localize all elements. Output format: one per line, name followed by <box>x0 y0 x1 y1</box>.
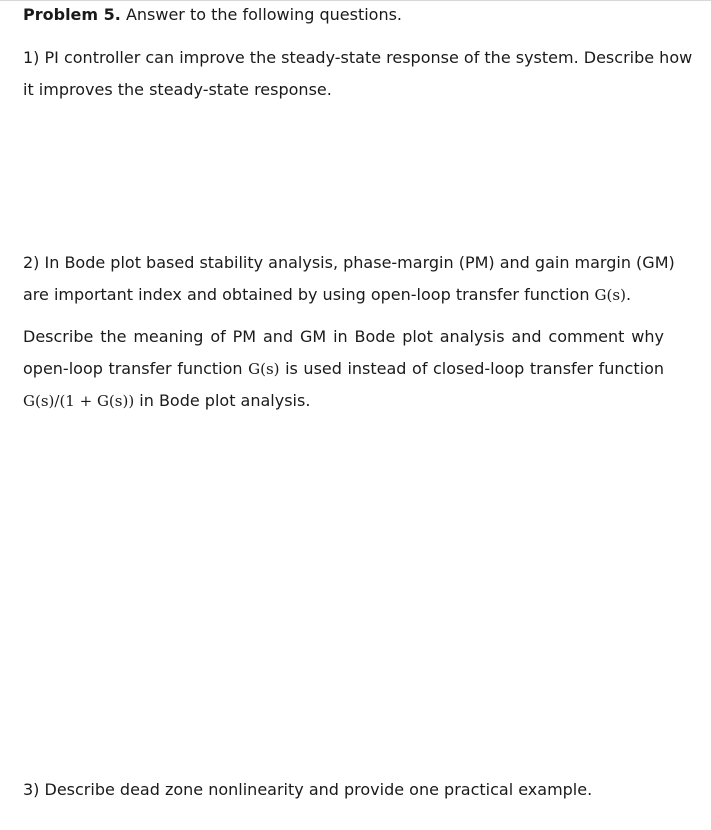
problem-label: Problem 5. <box>23 5 121 24</box>
q2-line-2-text: are important index and obtained by using open-loop transfer function <box>23 285 595 304</box>
q2-line-4-end: is used instead of closed-loop transfer function <box>279 359 664 378</box>
q2-line-4-math: G(s) <box>248 360 280 378</box>
q2-line-1: 2) In Bode plot based stability analysis, phase-margin (PM) and gain margin (GM) <box>23 253 675 272</box>
q1-line-2: it improves the steady-state response. <box>23 80 332 99</box>
q2-line-5 <box>23 391 310 411</box>
top-rule <box>0 0 711 1</box>
q2-line-4-text: open-loop transfer function <box>23 359 249 378</box>
problem-intro: Answer to the following questions. <box>120 5 403 24</box>
q2-line-2-end: . <box>625 285 632 304</box>
q2-line-3: Describe the meaning of PM and GM in Bode plot analysis and comment why <box>23 327 664 346</box>
q3-line-1: 3) Describe dead zone nonlinearity and provide one practical example. <box>23 780 593 799</box>
q2-line-5-math: G(s)/(1 + G(s)) <box>23 392 135 410</box>
q2-line-4 <box>23 359 664 379</box>
q2-line-5-end: in Bode plot analysis. <box>134 391 311 410</box>
q2-line-2 <box>23 285 631 305</box>
problem-heading <box>23 5 402 25</box>
q2-line-2-math: G(s) <box>594 286 626 304</box>
q1-line-1: 1) PI controller can improve the steady-state response of the system. Describe how <box>23 48 693 67</box>
